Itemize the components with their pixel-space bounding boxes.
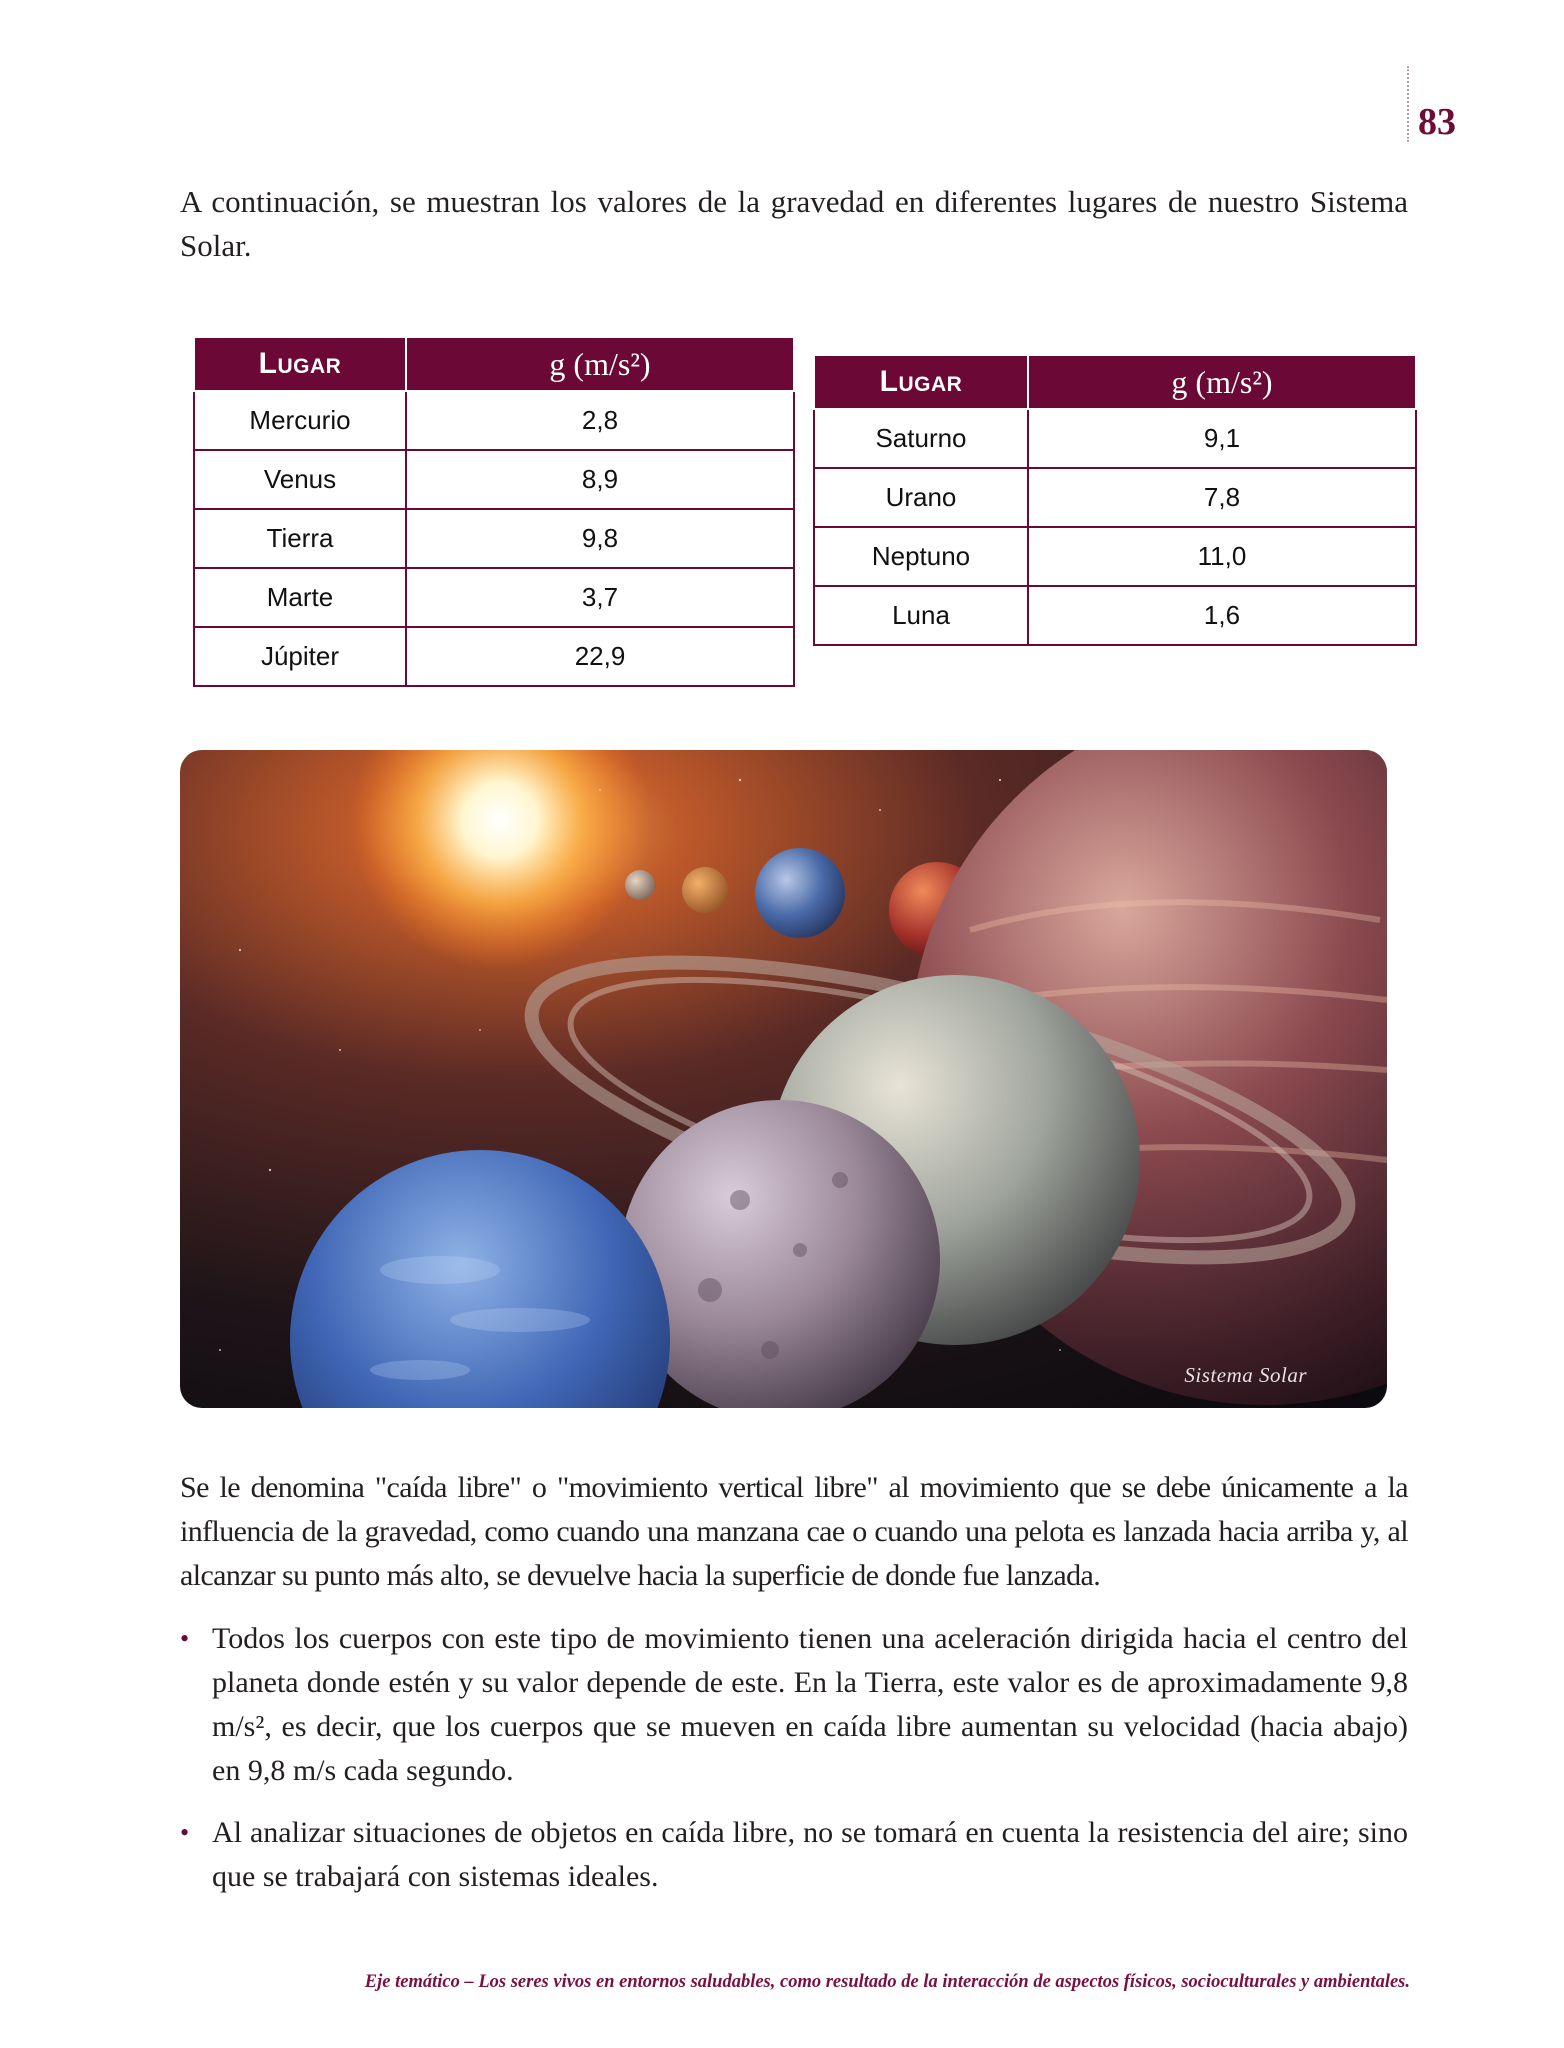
table-row xyxy=(194,509,794,568)
gravity-cell: 9,8 xyxy=(406,509,794,568)
table-row xyxy=(814,409,1416,468)
table-row xyxy=(194,627,794,686)
table-row xyxy=(194,391,794,450)
bullet-text: Todos los cuerpos con este tipo de movimiento tienen una aceleración dirigida hacia el centro del planeta donde estén y su valor depende de este. En la Tierra, este valor es de aproximadamente 9,8 m/s², es decir, que los cuerpos que se mueven en caída libre aumentan su velocidad (hacia abajo) en 9,8 m/s cada segundo. xyxy=(212,1622,1408,1787)
gravity-cell: 22,9 xyxy=(406,627,794,686)
gravity-cell: 3,7 xyxy=(406,568,794,627)
gravity-cell: 7,8 xyxy=(1028,468,1416,527)
table-row xyxy=(194,568,794,627)
gravity-cell: 2,8 xyxy=(406,391,794,450)
header-gravity: g (m/s²) xyxy=(406,338,794,391)
place-cell: Saturno xyxy=(814,409,1028,468)
place-cell: Urano xyxy=(814,468,1028,527)
page-number: 83 xyxy=(1418,101,1456,143)
place-cell: Mercurio xyxy=(194,391,406,450)
table-header-row xyxy=(194,338,794,391)
gravity-table-right xyxy=(813,356,1417,646)
bullet-text: Al analizar situaciones de objetos en caída libre, no se tomará en cuenta la resistencia del aire; sino que se trabajará con sistemas ideales. xyxy=(212,1816,1408,1893)
gravity-cell: 11,0 xyxy=(1028,527,1416,586)
place-cell: Júpiter xyxy=(194,627,406,686)
gravity-cell: 8,9 xyxy=(406,450,794,509)
table-row xyxy=(814,468,1416,527)
header-place: Lugar xyxy=(814,356,1028,409)
gravity-cell: 9,1 xyxy=(1028,409,1416,468)
bullet-list xyxy=(180,1617,1408,1917)
place-cell: Tierra xyxy=(194,509,406,568)
header-gravity: g (m/s²) xyxy=(1028,356,1416,409)
table-row xyxy=(814,527,1416,586)
header-place: Lugar xyxy=(194,338,406,391)
table-row xyxy=(814,586,1416,645)
place-cell: Marte xyxy=(194,568,406,627)
list-item xyxy=(180,1617,1408,1793)
page-number-divider xyxy=(1407,66,1409,142)
table-header-row xyxy=(814,356,1416,409)
bullet-icon: • xyxy=(180,1818,190,1847)
solar-system-illustration xyxy=(180,750,1387,1408)
table-row xyxy=(194,450,794,509)
solar-system-image xyxy=(180,750,1387,1408)
place-cell: Luna xyxy=(814,586,1028,645)
image-caption: Sistema Solar xyxy=(1184,1363,1307,1387)
gravity-table-left xyxy=(193,338,795,687)
list-item xyxy=(180,1811,1408,1899)
place-cell: Venus xyxy=(194,450,406,509)
bullet-icon: • xyxy=(180,1624,190,1653)
place-cell: Neptuno xyxy=(814,527,1028,586)
intro-paragraph: A continuación, se muestran los valores de la gravedad en diferentes lugares de nuestro Sistema Solar. xyxy=(180,184,1408,263)
footer-theme-line: Eje temático – Los seres vivos en entornos saludables, como resultado de la interacción de aspectos físicos, socioculturales y ambientales. xyxy=(364,1972,1410,1992)
gravity-cell: 1,6 xyxy=(1028,586,1416,645)
free-fall-paragraph: Se le denomina "caída libre" o "movimiento vertical libre" al movimiento que se debe únicamente a la influencia de la gravedad, como cuando una manzana cae o cuando una pelota es lanzada hacia arriba y, al alcanzar su punto más alto, se devuelve hacia la superficie de donde fue lanzada. xyxy=(180,1471,1408,1592)
